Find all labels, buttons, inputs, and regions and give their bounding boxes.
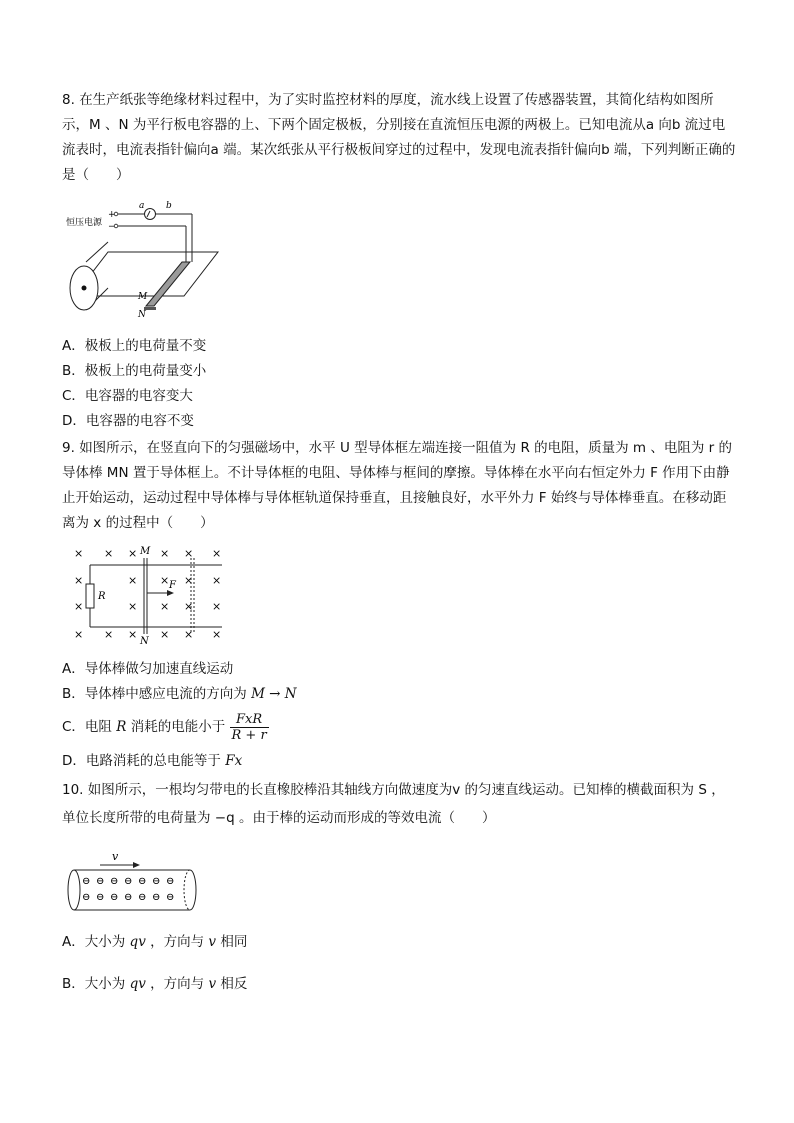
- field-cross-icon: ×: [74, 574, 84, 587]
- negative-charge-icon: ⊖: [138, 876, 147, 887]
- q10-option-a[interactable]: [62, 932, 247, 952]
- velocity-v-label: v: [112, 850, 119, 863]
- q8-option-a[interactable]: A．极板上的电荷量不变: [62, 338, 207, 354]
- negative-charge-icon: ⊖: [152, 876, 161, 887]
- negative-charge-icon: ⊖: [96, 876, 105, 887]
- fraction-denominator: R + r: [231, 727, 267, 743]
- q10-option-b-text3: 相反: [220, 976, 248, 992]
- force-f-label: F: [169, 580, 176, 591]
- negative-charge-icon: ⊖: [124, 876, 133, 887]
- field-cross-icon: ×: [160, 628, 170, 641]
- negative-charge-icon: ⊖: [152, 892, 161, 903]
- resistor-r-label: R: [98, 591, 106, 602]
- q9-option-d[interactable]: [62, 751, 242, 771]
- question-9-figure: [62, 540, 232, 646]
- terminal-b-label: b: [166, 201, 172, 211]
- rod-m-label: M: [140, 546, 151, 557]
- question-10-number: 10.: [62, 782, 84, 798]
- q9-option-b-math: M → N: [251, 686, 297, 702]
- question-8-stem: [62, 88, 738, 188]
- q10-option-a-text3: 相同: [220, 934, 248, 950]
- question-9-number: 9.: [62, 440, 75, 456]
- question-10-text: 如图所示，一根均匀带电的长直橡胶棒沿其轴线方向做速度为v 的匀速直线运动。已知棒的横截面积为 S ，单位长度所带的电荷量为 −q 。由于棒的运动而形成的等效电流（ ）: [62, 782, 725, 826]
- minus-terminal-label: −: [108, 222, 116, 232]
- field-cross-icon: ×: [74, 600, 84, 613]
- negative-charge-icon: ⊖: [82, 876, 91, 887]
- plate-m-label: M: [138, 292, 148, 302]
- field-cross-icon: ×: [184, 574, 194, 587]
- q9-option-c-text2: 消耗的电能小于: [130, 719, 226, 735]
- field-cross-icon: ×: [184, 628, 194, 641]
- question-10-figure: [62, 848, 202, 912]
- field-cross-icon: ×: [212, 628, 222, 641]
- q9-option-d-text: D．电路消耗的总电能等于: [62, 753, 221, 769]
- q10-option-a-text2: ，方向与: [150, 934, 205, 950]
- negative-charge-icon: ⊖: [96, 892, 105, 903]
- q8-option-c[interactable]: C．电容器的电容变大: [62, 388, 193, 404]
- field-cross-icon: ×: [104, 628, 114, 641]
- field-cross-icon: ×: [160, 600, 170, 613]
- q10-option-b-text: B．大小为: [62, 976, 126, 992]
- q9-option-a[interactable]: A．导体棒做匀加速直线运动: [62, 661, 234, 677]
- q9-option-c-text: C．电阻: [62, 719, 112, 735]
- fraction-numerator: FxR: [230, 712, 269, 728]
- field-cross-icon: ×: [128, 600, 138, 613]
- negative-charge-icon: ⊖: [138, 892, 147, 903]
- q10-option-a-text: A．大小为: [62, 934, 126, 950]
- negative-charge-icon: ⊖: [82, 892, 91, 903]
- field-cross-icon: ×: [104, 547, 114, 560]
- negative-charge-icon: ⊖: [110, 876, 119, 887]
- q9-option-c-fraction: [230, 712, 269, 743]
- field-cross-icon: ×: [160, 547, 170, 560]
- q10-option-b-math: qv: [129, 976, 146, 992]
- plus-terminal-label: +: [108, 210, 116, 220]
- question-9-stem: [62, 436, 738, 536]
- field-cross-icon: ×: [212, 574, 222, 587]
- q9-option-d-math: Fx: [225, 753, 243, 769]
- negative-charge-icon: ⊖: [124, 892, 133, 903]
- negative-charges: [82, 876, 174, 903]
- q8-option-b[interactable]: B．极板上的电荷量变小: [62, 363, 207, 379]
- q10-option-b-text2: ，方向与: [150, 976, 205, 992]
- field-cross-icon: ×: [128, 628, 138, 641]
- rod-n-label: N: [140, 636, 149, 646]
- field-cross-icon: ×: [160, 574, 170, 587]
- field-cross-icon: ×: [128, 574, 138, 587]
- field-cross-icon: ×: [212, 547, 222, 560]
- question-8-text: 在生产纸张等绝缘材料过程中，为了实时监控材料的厚度，流水线上设置了传感器装置，其简化结构如图所示，M 、N 为平行板电容器的上、下两个固定极板，分别接在直流恒压电源的两极上。已知电流从a 向b 流过电流表时，电流表指针偏向a 端。某次纸张从平行极板间穿过的过程中，发现电流表指针偏向b 端，下列判断正确的是（ ）: [62, 92, 736, 183]
- terminal-a-label: a: [139, 201, 145, 211]
- q10-option-a-v: v: [208, 934, 217, 950]
- q9-option-b[interactable]: [62, 684, 297, 704]
- field-cross-icon: ×: [128, 547, 138, 560]
- q10-option-b-v: v: [208, 976, 217, 992]
- q8-option-d[interactable]: D．电容器的电容不变: [62, 413, 194, 429]
- q10-option-a-math: qv: [129, 934, 146, 950]
- q9-option-b-text: B．导体棒中感应电流的方向为: [62, 686, 247, 702]
- q9-option-c[interactable]: [62, 708, 269, 746]
- negative-charge-icon: ⊖: [166, 876, 175, 887]
- q9-option-c-r: R: [116, 719, 127, 735]
- field-cross-icon: ×: [212, 600, 222, 613]
- field-cross-icon: ×: [74, 547, 84, 560]
- field-cross-icon: ×: [74, 628, 84, 641]
- question-10-stem: [62, 776, 738, 832]
- question-8-figure: [62, 196, 222, 320]
- field-cross-icon: ×: [184, 600, 194, 613]
- power-supply-label: 恒压电源: [66, 218, 103, 228]
- field-cross-icon: ×: [184, 547, 194, 560]
- plate-n-label: N: [138, 310, 146, 320]
- negative-charge-icon: ⊖: [166, 892, 175, 903]
- negative-charge-icon: ⊖: [110, 892, 119, 903]
- question-9-text: 如图所示，在竖直向下的匀强磁场中，水平 U 型导体框左端连接一阻值为 R 的电阻，质量为 m 、电阻为 r 的导体棒 MN 置于导体框上。不计导体框的电阻、导体棒与框间的摩擦。导体棒在水平向右恒定外力 F 作用下由静止开始运动，运动过程中导体棒与导体框轨道保持垂直，且接触良好，水平外力 F 始终与导体棒垂直。在移动距离为 x 的过程中（ ）: [62, 440, 732, 531]
- question-8-number: 8.: [62, 92, 75, 108]
- q10-option-b[interactable]: [62, 974, 247, 994]
